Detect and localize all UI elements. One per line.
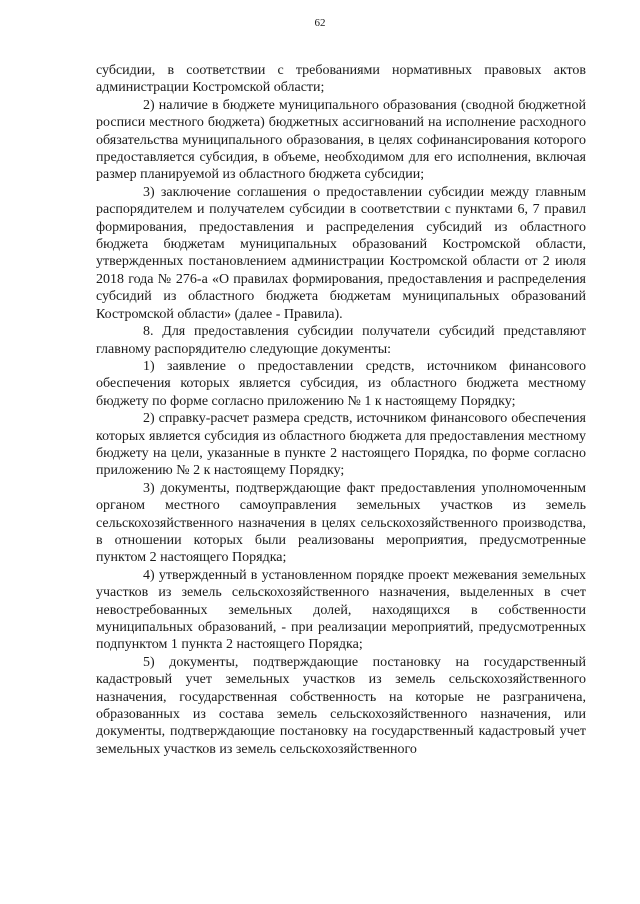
paragraph-item-2-budget: 2) наличие в бюджете муниципального образования (сводной бюджетной росписи местного бюджета) бюджетных ассигнований на исполнение расходного обязательства муниципального образования, в целях софинансирования которого предоставляется субсидия, в объеме, необходимом для его исполнения, включая размер планируемой из областного бюджета субсидии;: [96, 97, 586, 183]
document-body: [96, 62, 586, 758]
paragraph-doc-1-application: 1) заявление о предоставлении средств, источником финансового обеспечения которых является субсидия, из областного бюджета местному бюджету по форме согласно приложению № 1 к настоящему Порядку;: [96, 358, 586, 409]
paragraph-item-3-agreement: 3) заключение соглашения о предоставлении субсидии между главным распорядителем и получателем субсидии в соответствии с пунктами 6, 7 правил формирования, предоставления и распределения субсидий из областного бюджета бюджетам муниципальных образований Костромской области, утвержденных постановлением администрации Костромской области от 2 июля 2018 года № 276-а «О правилах формирования, предоставления и распределения субсидий из областного бюджета бюджетам муниципальных образований Костромской области» (далее - Правила).: [96, 184, 586, 322]
paragraph-doc-5-cadastral: 5) документы, подтверждающие постановку на государственный кадастровый учет земельных участков из земель сельскохозяйственного назначения, государственная собственность на которые не разграничена, образованных из состава земель сельскохозяйственного назначения, или документы, подтверждающие постановку на государственный кадастровый учет земельных участков из земель сельскохозяйственного: [96, 654, 586, 757]
paragraph-subsidy-requirements: субсидии, в соответствии с требованиями нормативных правовых актов администрации Костромской области;: [96, 63, 586, 96]
paragraph-section-8: 8. Для предоставления субсидии получатели субсидий представляют главному распорядителю следующие документы:: [96, 324, 586, 357]
paragraph-doc-3-land-provision: 3) документы, подтверждающие факт предоставления уполномоченным органом местного самоуправления земельных участков из земель сельскохозяйственного назначения в целях сельскохозяйственного производства, в отношении которых были реализованы мероприятия, предусмотренные пунктом 2 настоящего Порядка;: [96, 480, 586, 566]
paragraph-doc-2-calculation: 2) справку-расчет размера средств, источником финансового обеспечения которых является субсидия из областного бюджета для предоставления местному бюджету на цели, указанные в пункте 2 настоящего Порядка, по форме согласно приложению № 2 к настоящему Порядку;: [96, 411, 586, 479]
page-number: 62: [314, 17, 326, 29]
paragraph-doc-4-survey-project: 4) утвержденный в установленном порядке проект межевания земельных участков из земель сельскохозяйственного назначения, выделенных в счет невостребованных земельных долей, находящихся в собственности муниципальных образований, - при реализации мероприятий, предусмотренных подпунктом 1 пункта 2 настоящего Порядка;: [96, 567, 586, 653]
